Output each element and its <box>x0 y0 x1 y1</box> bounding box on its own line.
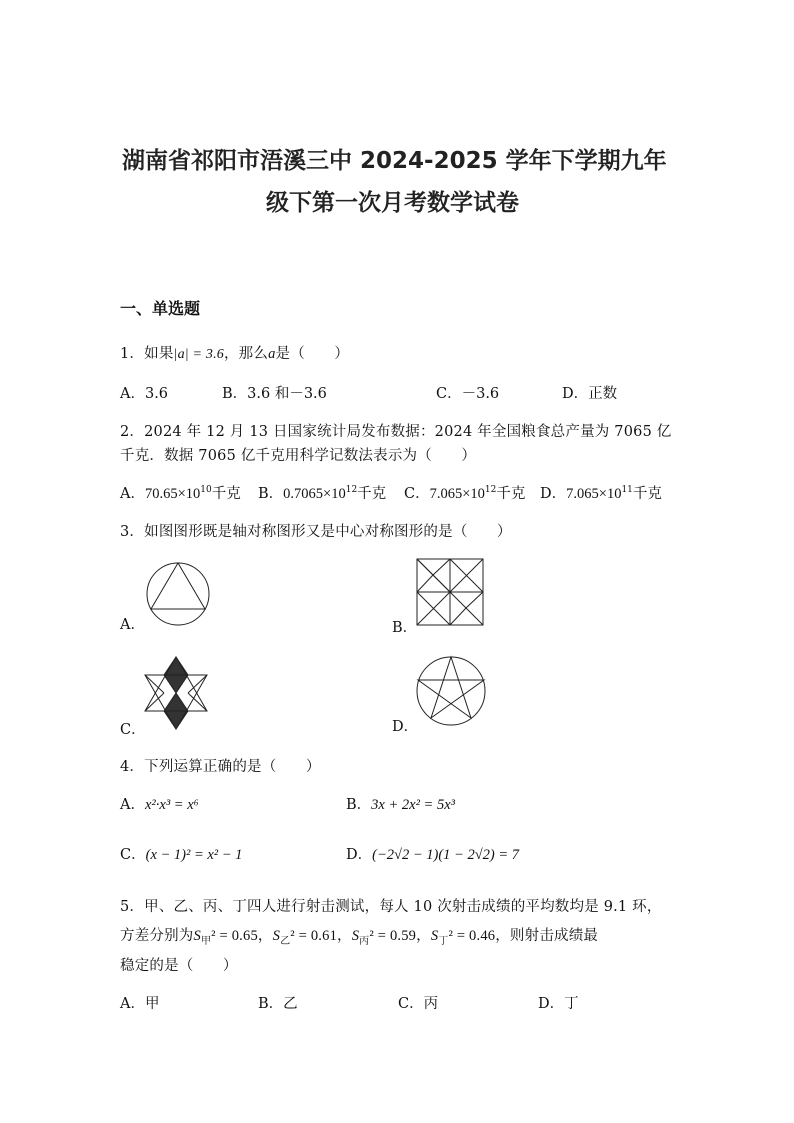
q1-text-mid: ，那么 <box>223 346 269 362</box>
question-4: 4．下列运算正确的是（ ） <box>120 759 321 775</box>
question-5-line2: 方差分别为$S_甲^2 = 0.65$，$S_乙^2 = 0.61$，$S_丙^2 = 0.59$，$S_丁^2 = 0.46$，则射击成绩最 <box>120 928 599 947</box>
q4-option-b[interactable]: B．3x + 2x² = 5x³ <box>346 797 455 813</box>
section-heading: 一、单选题 <box>120 299 201 318</box>
q5-option-a[interactable]: A．甲 <box>120 996 160 1012</box>
q1-option-d[interactable]: D．正数 <box>562 386 618 402</box>
q2-option-d[interactable]: D．$7.065\times 10^{11}$千克 <box>540 485 662 502</box>
question-1 <box>120 342 349 363</box>
q2-option-a[interactable]: A．$70.65\times 10^{10}$千克 <box>120 485 241 502</box>
q1-option-c[interactable]: C．－3.6 <box>436 386 500 402</box>
q1-text-after: 是（ ） <box>275 346 350 362</box>
q3-option-b-label[interactable]: B． <box>392 620 418 636</box>
q2-option-c[interactable]: C．$7.065\times 10^{12}$千克 <box>404 485 526 502</box>
q3-option-c-label[interactable]: C． <box>120 722 146 738</box>
q1-math: |a| = 3.6 <box>173 347 224 362</box>
q3-option-d-label[interactable]: D． <box>392 719 419 735</box>
q1-var: a <box>268 346 276 362</box>
page-title-line2: 级下第一次月考数学试卷 <box>266 190 519 216</box>
q2-option-b[interactable]: B．$0.7065\times 10^{12}$千克 <box>258 485 387 502</box>
question-5-line3: 稳定的是（ ） <box>120 958 238 974</box>
q5-option-d[interactable]: D．丁 <box>538 996 579 1012</box>
question-5-line1: 5．甲、乙、丙、丁四人进行射击测试，每人 10 次射击成绩的平均数均是 9.1 环， <box>120 899 662 915</box>
question-2-line2: 千克．数据 7065 亿千克用科学记数法表示为（ ） <box>120 448 477 464</box>
question-3: 3．如图图形既是轴对称图形又是中心对称图形的是（ ） <box>120 524 512 540</box>
q1-option-b[interactable]: B．3.6 和－3.6 <box>222 386 327 402</box>
page-title-line1: 湖南省祁阳市浯溪三中 2024-2025 学年下学期九年 <box>122 148 667 174</box>
q3-figure-d[interactable] <box>416 656 486 726</box>
q5-option-b[interactable]: B．乙 <box>258 996 298 1012</box>
q4-option-d[interactable]: D．(−2√2 − 1)(1 − 2√2) = 7 <box>346 847 520 863</box>
q3-figure-c[interactable] <box>144 656 208 730</box>
q1-text-before: 1．如果 <box>120 346 174 362</box>
q3-figure-b[interactable] <box>416 558 484 626</box>
question-2-line1: 2．2024 年 12 月 13 日国家统计局发布数据：2024 年全国粮食总产量为 7065 亿 <box>120 424 672 440</box>
q4-option-c[interactable]: C．(x − 1)² = x² − 1 <box>120 847 243 863</box>
q3-figure-a[interactable] <box>146 562 210 626</box>
q4-option-a[interactable]: A．x²·x³ = x⁶ <box>120 797 199 813</box>
q5-option-c[interactable]: C．丙 <box>398 996 439 1012</box>
q3-option-a-label[interactable]: A． <box>120 617 145 633</box>
q1-option-a[interactable]: A．3.6 <box>120 386 169 402</box>
